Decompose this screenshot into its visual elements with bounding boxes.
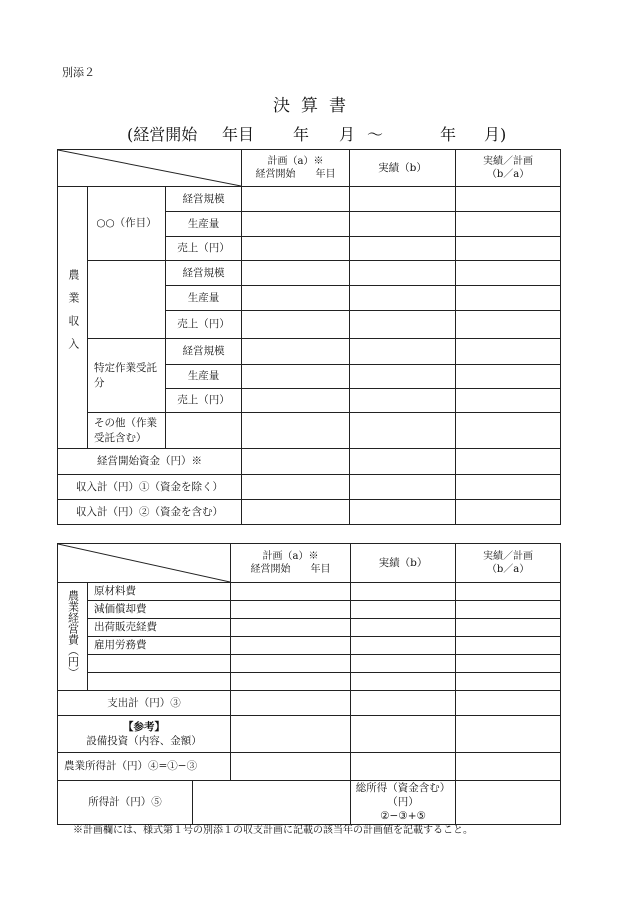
income-group-label: 農業収入 — [58, 187, 88, 449]
input-cell[interactable] — [193, 781, 351, 825]
input-cell[interactable] — [351, 583, 456, 601]
page-title: 決算書 — [273, 96, 357, 116]
income-total-1-label: 収入計（円）①（資金を除く） — [58, 475, 242, 500]
ratio-header — [456, 150, 561, 187]
expense-item-shipping: 出荷販売経費 — [88, 619, 231, 637]
sales-label: 売上（円） — [166, 311, 242, 339]
input-cell[interactable] — [456, 583, 561, 601]
gross-income-label — [351, 781, 456, 825]
input-cell[interactable] — [351, 753, 456, 781]
input-cell[interactable] — [456, 716, 561, 753]
input-cell[interactable] — [166, 413, 242, 449]
reference-label — [58, 716, 231, 753]
subtitle-month1: 月 — [339, 125, 356, 144]
input-cell[interactable] — [350, 212, 456, 237]
gross-income-line2: ②−③+⑤ — [380, 810, 426, 823]
input-cell[interactable] — [242, 187, 350, 212]
crop-blank-cell[interactable] — [88, 261, 166, 339]
input-cell[interactable] — [242, 500, 350, 525]
plan-header-line1: 計画（a）※ — [267, 155, 324, 167]
contract-label: 特定作業受託分 — [88, 339, 166, 413]
input-cell[interactable] — [231, 619, 351, 637]
ratio-header-line1: 実績／計画 — [483, 550, 534, 562]
input-cell[interactable] — [351, 691, 456, 716]
ratio-header — [456, 544, 561, 583]
expense-item-blank[interactable] — [88, 655, 231, 673]
input-cell[interactable] — [456, 673, 561, 691]
input-cell[interactable] — [242, 413, 350, 449]
input-cell[interactable] — [350, 500, 456, 525]
plan-header — [231, 544, 351, 583]
actual-header: 実績（b） — [350, 150, 456, 187]
input-cell[interactable] — [242, 286, 350, 311]
expense-total-label: 支出計（円）③ — [58, 691, 231, 716]
production-label: 生産量 — [166, 365, 242, 389]
input-cell[interactable] — [456, 187, 561, 212]
input-cell[interactable] — [456, 449, 561, 475]
other-label: その他（作業受託含む） — [88, 413, 166, 449]
scale-label: 経営規模 — [166, 261, 242, 286]
input-cell[interactable] — [350, 311, 456, 339]
input-cell[interactable] — [456, 339, 561, 365]
production-label: 生産量 — [166, 286, 242, 311]
sales-label: 売上（円） — [166, 237, 242, 261]
subtitle-open: (経営開始 — [127, 125, 198, 144]
input-cell[interactable] — [350, 339, 456, 365]
input-cell[interactable] — [456, 691, 561, 716]
plan-header-line2: 経営開始 年目 — [255, 169, 336, 180]
input-cell[interactable] — [242, 261, 350, 286]
input-cell[interactable] — [350, 475, 456, 500]
reference-body: 設備投資（内容、金額） — [86, 735, 202, 747]
input-cell[interactable] — [351, 716, 456, 753]
input-cell[interactable] — [351, 619, 456, 637]
startup-funds-label: 経営開始資金（円）※ — [58, 449, 242, 475]
footnote: ※計画欄には、様式第１号の別添１の収支計画に記載の該当年の計画値を記載すること。 — [73, 825, 473, 836]
production-label: 生産量 — [166, 212, 242, 237]
input-cell[interactable] — [242, 237, 350, 261]
gross-income-line1: 総所得（資金含む）（円） — [355, 782, 451, 809]
input-cell[interactable] — [242, 339, 350, 365]
input-cell[interactable] — [242, 311, 350, 339]
input-cell[interactable] — [242, 212, 350, 237]
input-cell[interactable] — [456, 781, 561, 825]
input-cell[interactable] — [350, 389, 456, 413]
input-cell[interactable] — [350, 286, 456, 311]
plan-header-line1: 計画（a）※ — [262, 550, 319, 562]
diagonal-header-cell — [58, 544, 231, 583]
input-cell[interactable] — [456, 637, 561, 655]
scale-label: 経営規模 — [166, 339, 242, 365]
input-cell[interactable] — [350, 449, 456, 475]
expense-item-depreciation: 減価償却費 — [88, 601, 231, 619]
plan-header-line2: 経営開始 年目 — [250, 564, 331, 575]
input-cell[interactable] — [456, 261, 561, 286]
input-cell[interactable] — [231, 673, 351, 691]
input-cell[interactable] — [456, 311, 561, 339]
input-cell[interactable] — [351, 637, 456, 655]
income-total-label: 所得計（円）⑤ — [58, 781, 193, 825]
input-cell[interactable] — [456, 500, 561, 525]
ratio-header-line2: （b／a） — [486, 169, 530, 180]
input-cell[interactable] — [351, 673, 456, 691]
input-cell[interactable] — [456, 753, 561, 781]
subtitle-tilde: 〜 — [367, 125, 384, 144]
input-cell[interactable] — [231, 583, 351, 601]
input-cell[interactable] — [351, 601, 456, 619]
diagonal-header-cell — [58, 150, 242, 187]
input-cell[interactable] — [242, 449, 350, 475]
input-cell[interactable] — [456, 389, 561, 413]
ratio-header-line2: （b／a） — [486, 564, 530, 575]
ratio-header-line1: 実績／計画 — [483, 155, 534, 167]
subtitle-year1: 年目 — [222, 125, 255, 144]
input-cell[interactable] — [456, 365, 561, 389]
input-cell[interactable] — [456, 237, 561, 261]
subtitle-year2: 年 — [293, 125, 310, 144]
input-cell[interactable] — [456, 286, 561, 311]
sales-label: 売上（円） — [166, 389, 242, 413]
input-cell[interactable] — [350, 365, 456, 389]
input-cell[interactable] — [231, 637, 351, 655]
expense-group-label: 農業経営費（円） — [58, 583, 88, 691]
expense-item-labor: 雇用労務費 — [88, 637, 231, 655]
input-cell[interactable] — [456, 601, 561, 619]
income-table — [57, 149, 561, 525]
input-cell[interactable] — [351, 655, 456, 673]
input-cell[interactable] — [231, 601, 351, 619]
subtitle-year3: 年 — [440, 125, 457, 144]
input-cell[interactable] — [456, 619, 561, 637]
expense-table — [57, 543, 561, 825]
input-cell[interactable] — [231, 655, 351, 673]
expense-item-raw-materials: 原材料費 — [88, 583, 231, 601]
scale-label: 経営規模 — [166, 187, 242, 212]
income-total-2-label: 収入計（円）②（資金を含む） — [58, 500, 242, 525]
farm-income-label: 農業所得計（円）④=①−③ — [58, 753, 231, 781]
input-cell[interactable] — [456, 655, 561, 673]
reference-title: 【参考】 — [123, 720, 165, 733]
input-cell[interactable] — [231, 753, 351, 781]
expense-item-blank[interactable] — [88, 673, 231, 691]
input-cell[interactable] — [242, 389, 350, 413]
input-cell[interactable] — [350, 237, 456, 261]
input-cell[interactable] — [456, 475, 561, 500]
crop-label: ○○（作目） — [88, 187, 166, 261]
attachment-label: 別添２ — [62, 66, 95, 79]
input-cell[interactable] — [242, 475, 350, 500]
actual-header: 実績（b） — [351, 544, 456, 583]
input-cell[interactable] — [350, 187, 456, 212]
input-cell[interactable] — [231, 716, 351, 753]
plan-header — [242, 150, 350, 187]
subtitle-month2: 月) — [484, 125, 507, 144]
input-cell[interactable] — [350, 261, 456, 286]
input-cell[interactable] — [350, 413, 456, 449]
input-cell[interactable] — [456, 212, 561, 237]
input-cell[interactable] — [456, 413, 561, 449]
input-cell[interactable] — [242, 365, 350, 389]
input-cell[interactable] — [231, 691, 351, 716]
